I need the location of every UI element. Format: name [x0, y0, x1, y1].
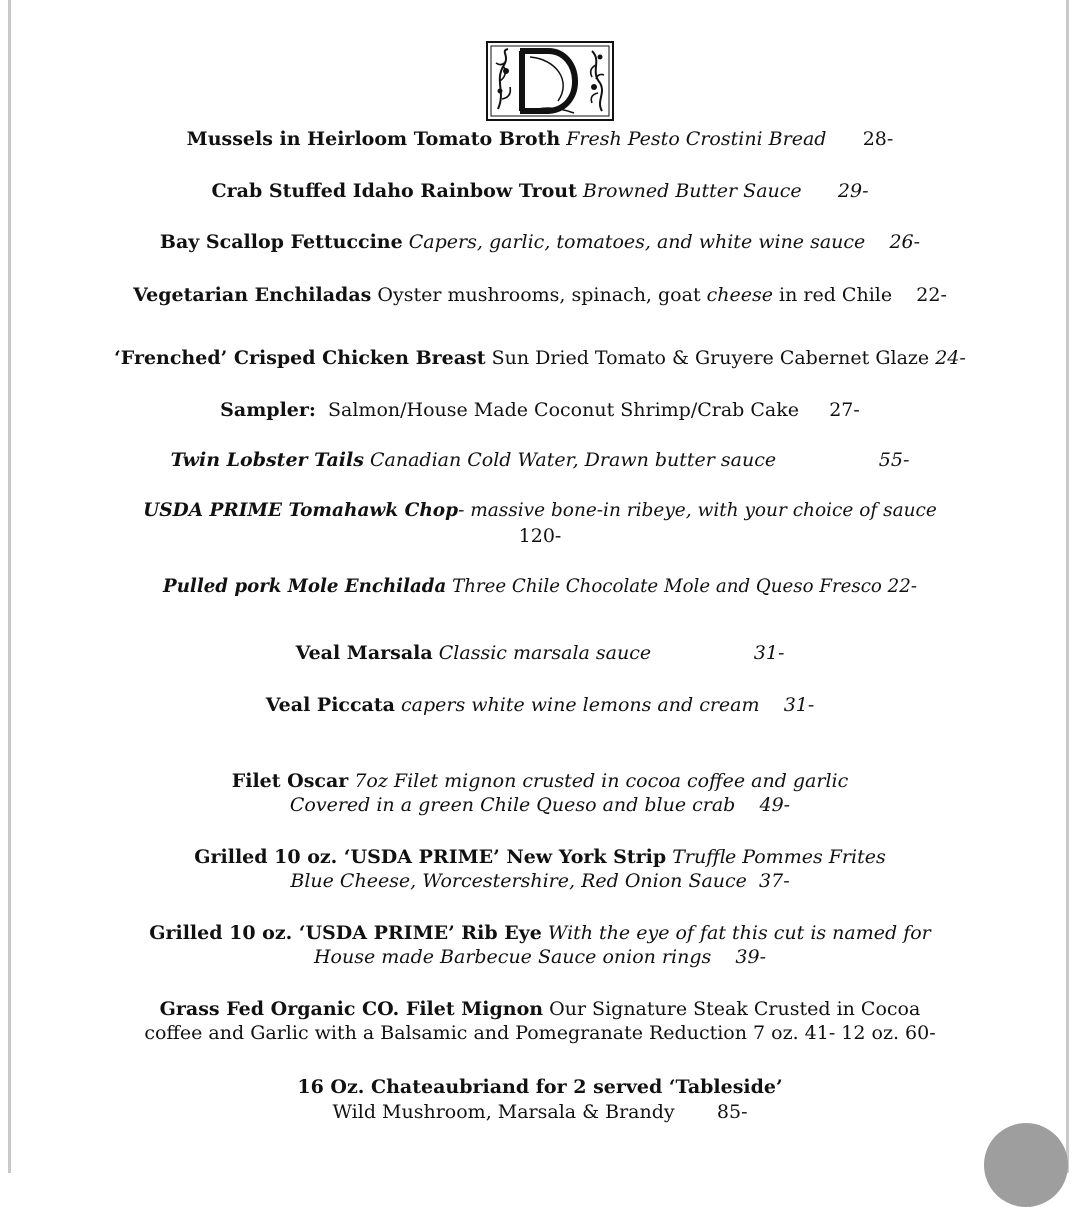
dish-description-emphasis: cheese — [706, 284, 773, 306]
menu-item-rib-eye-line2 — [0, 945, 1080, 969]
dish-price: 55- — [878, 449, 910, 471]
dish-description: Three Chile Chocolate Mole and Queso Fresco — [452, 576, 882, 597]
menu-item-trout — [0, 179, 1080, 203]
dish-name: Crab Stuffed Idaho Rainbow Trout — [211, 180, 577, 202]
menu-item-new-york-strip-line2 — [0, 869, 1080, 893]
dish-description: - massive bone-in ribeye, with your choice of sauce — [458, 500, 937, 521]
dish-name: Veal Piccata — [265, 694, 395, 716]
dish-description: Capers, garlic, tomatoes, and white wine sauce — [408, 231, 866, 253]
dish-price: 120- — [518, 525, 562, 547]
dish-description: Fresh Pesto Crostini Bread — [566, 128, 827, 150]
dish-name: 16 Oz. Chateaubriand for 2 served ‘Tableside’ — [297, 1076, 783, 1098]
menu-item-chateaubriand-line2 — [0, 1100, 1080, 1124]
dish-price: 49- — [759, 794, 791, 816]
menu-item-tomahawk-price-line — [0, 524, 1080, 548]
dish-name: Twin Lobster Tails — [170, 449, 364, 471]
dish-name: Pulled pork Mole Enchilada — [163, 576, 447, 597]
dish-price: 37- — [759, 870, 790, 892]
dish-price: 85- — [716, 1101, 748, 1123]
dish-price: 26- — [889, 231, 921, 253]
menu-item-filet-mignon-line2 — [0, 1021, 1080, 1045]
dish-description: Our Signature Steak Crusted in Cocoa — [549, 998, 921, 1020]
menu-item-scallop-fettuccine — [0, 230, 1080, 254]
dish-name: Bay Scallop Fettuccine — [159, 231, 403, 253]
menu-item-rib-eye — [0, 921, 1080, 945]
dish-name: USDA PRIME Tomahawk Chop — [143, 500, 459, 521]
dish-description: Browned Butter Sauce — [582, 180, 802, 202]
menu-item-sampler — [0, 398, 1080, 422]
dish-description: With the eye of fat this cut is named for — [547, 922, 931, 944]
menu-item-filet-oscar — [0, 769, 1080, 793]
dish-price: 31- — [753, 642, 785, 664]
dish-name: Sampler: — [220, 399, 316, 421]
dish-name: ‘Frenched’ Crisped Chicken Breast — [114, 347, 486, 369]
dish-price: 39- — [735, 946, 767, 968]
dish-description: Classic marsala sauce — [438, 642, 652, 664]
menu-item-chicken-breast — [0, 346, 1080, 370]
menu-item-mole-enchilada — [0, 575, 1080, 599]
menu-item-mussels — [0, 127, 1080, 151]
menu-item-filet-oscar-line2 — [0, 793, 1080, 817]
dish-description: Blue Cheese, Worcestershire, Red Onion Sauce — [290, 870, 747, 892]
menu-item-filet-mignon — [0, 997, 1080, 1021]
dish-description: Covered in a green Chile Queso and blue crab — [289, 794, 736, 816]
dish-name: Vegetarian Enchiladas — [133, 284, 372, 306]
menu-item-veal-marsala — [0, 641, 1080, 665]
floating-action-button[interactable] — [984, 1123, 1068, 1207]
menu-item-lobster-tails — [0, 448, 1080, 472]
dish-description: Wild Mushroom, Marsala & Brandy — [332, 1101, 675, 1123]
menu-item-tomahawk-chop — [0, 499, 1080, 523]
dish-price: 22- — [916, 284, 947, 306]
ornate-letter-d-logo-icon — [486, 41, 614, 121]
dish-name: Mussels in Heirloom Tomato Broth — [186, 128, 561, 150]
dish-description: House made Barbecue Sauce onion rings — [313, 946, 712, 968]
dish-price: 29- — [837, 180, 869, 202]
dish-name: Filet Oscar — [231, 770, 349, 792]
dish-price: 31- — [783, 694, 815, 716]
dish-name: Grass Fed Organic CO. Filet Mignon — [159, 998, 544, 1020]
dish-price: 24- — [935, 347, 966, 369]
dish-description: coffee and Garlic with a Balsamic and Pomegranate Reduction 7 oz. 41- 12 oz. 60- — [144, 1022, 936, 1044]
dish-price: 22- — [887, 576, 917, 597]
dish-description: in red Chile — [779, 284, 893, 306]
menu-item-chateaubriand — [0, 1075, 1080, 1099]
dish-description: Sun Dried Tomato & Gruyere Cabernet Glaze — [491, 347, 930, 369]
dish-description: Oyster mushrooms, spinach, goat — [377, 284, 701, 306]
dish-description: Canadian Cold Water, Drawn butter sauce — [369, 449, 777, 471]
dish-price: 28- — [862, 128, 894, 150]
dish-name: Veal Marsala — [295, 642, 433, 664]
menu-item-veal-piccata — [0, 693, 1080, 717]
menu-item-vegetarian-enchiladas — [0, 283, 1080, 307]
dish-description: Salmon/House Made Coconut Shrimp/Crab Cake — [328, 399, 800, 421]
dish-description: 7oz Filet mignon crusted in cocoa coffee and garlic — [354, 770, 849, 792]
dish-name: Grilled 10 oz. ‘USDA PRIME’ New York Strip — [194, 846, 667, 868]
menu-item-new-york-strip — [0, 845, 1080, 869]
dish-description: capers white wine lemons and cream — [401, 694, 760, 716]
dish-name: Grilled 10 oz. ‘USDA PRIME’ Rib Eye — [149, 922, 542, 944]
dish-description: Truffle Pommes Frites — [672, 846, 886, 868]
dish-price: 27- — [829, 399, 860, 421]
